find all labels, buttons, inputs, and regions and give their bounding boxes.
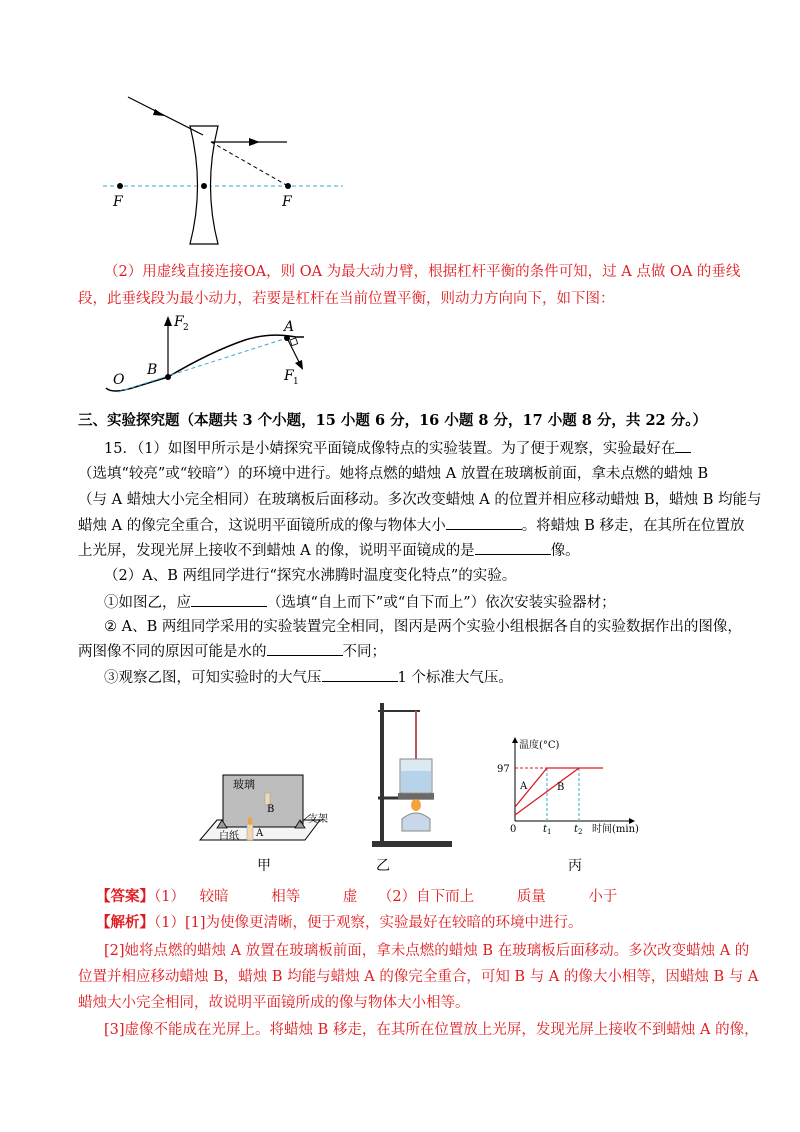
answer-part: 相等 xyxy=(271,889,301,905)
q15-line3: （与 A 蜡烛大小完全相同）在玻璃板后面移动。多次改变蜡烛 A 的位置并相应移动蜡烛 B，蜡烛 B 均能与 xyxy=(78,492,762,508)
point-b xyxy=(165,374,171,380)
label-a: A xyxy=(284,319,295,335)
iron-stand-base xyxy=(372,841,452,847)
lever-curve xyxy=(106,335,304,391)
refracted-ray-arrow xyxy=(249,138,260,146)
section-heading: 三、实验探究题（本题共 3 个小题，15 小题 6 分，16 小题 8 分，17 小题 8 分，共 22 分。） xyxy=(78,412,707,429)
incident-ray xyxy=(128,97,203,135)
incident-ray-arrow xyxy=(153,109,165,116)
y-tick-97: 97 xyxy=(497,764,510,775)
label-stand: 支架 xyxy=(308,814,328,825)
analysis-line5: [3]虚像不能成在光屏上。将蜡烛 B 移走，在其所在位置放上光屏，发现光屏上接收不到蜡烛 A 的像， xyxy=(104,1022,759,1038)
analysis-line1 xyxy=(96,913,583,933)
q15-text: ①如图乙，应 xyxy=(104,595,191,611)
q15-text: 两图像不同的原因可能是水的 xyxy=(78,644,267,660)
answer-part: 质量 xyxy=(516,889,546,905)
answer-part: （1） xyxy=(154,889,185,905)
focus-label-left: F xyxy=(113,194,123,210)
beaker-water xyxy=(401,771,431,792)
caption-yi: 乙 xyxy=(376,858,390,874)
t1-sub-label: 1 xyxy=(547,828,552,836)
q15-line5 xyxy=(78,540,580,561)
blank-quantity[interactable] xyxy=(267,641,343,656)
lever-figure xyxy=(100,312,320,402)
series-label-a: A xyxy=(520,781,528,792)
label-candle-b: B xyxy=(267,804,275,815)
asbestos-net xyxy=(398,793,434,799)
analysis-text: （1）[1]为使像更清晰，便于观察，实验最好在较暗的环境中进行。 xyxy=(154,915,583,931)
q15-text: 像。 xyxy=(550,543,580,559)
series-label-b: B xyxy=(557,782,565,793)
answer-part: 较暗 xyxy=(199,889,229,905)
q15-line8: ② A、B 两组同学采用的实验装置完全相同，图丙是两个实验小组根据各自的实验数据作出的图像， xyxy=(104,619,742,635)
q15-text: 上光屏，发现光屏上接收不到蜡烛 A 的像，说明平面镜成的是 xyxy=(78,543,475,559)
blank-order[interactable] xyxy=(191,592,267,607)
q15-text: ③观察乙图，可知实验时的大气压 xyxy=(104,670,322,686)
label-glass: 玻璃 xyxy=(233,778,255,791)
lever-text-line2: 段，此垂线段为最小动力，若要是杠杆在当前位置平衡，则动力方向向下，如下图： xyxy=(78,291,615,307)
label-f1-sub: 1 xyxy=(293,377,299,387)
figure-bing xyxy=(495,733,655,885)
q15-line9 xyxy=(78,641,386,662)
extension-line xyxy=(211,142,288,186)
answer-part: （2）自下而上 xyxy=(377,889,475,905)
right-angle-mark xyxy=(290,338,298,346)
focus-label-right: F xyxy=(282,194,292,210)
q15-text: 1 个标准大气压。 xyxy=(397,670,513,686)
q15-line2: （选填“较亮”或“较暗”）的环境中进行。她将点燃的蜡烛 A 放置在玻璃板前面，拿未点燃的蜡烛 B xyxy=(78,466,709,482)
t1-label: t xyxy=(543,824,548,835)
answer-part: 小于 xyxy=(588,889,618,905)
candle-a xyxy=(247,824,253,840)
blank-image-type[interactable] xyxy=(475,540,551,555)
y-axis-label: 温度(°C) xyxy=(519,740,560,751)
blank-pressure[interactable] xyxy=(322,667,398,682)
caption-bing: 丙 xyxy=(568,858,582,874)
t2-sub-label: 2 xyxy=(578,828,583,836)
q15-line4 xyxy=(78,515,745,536)
answer-line xyxy=(96,887,617,907)
force-f2-arrow xyxy=(164,316,172,326)
t2-label: t xyxy=(574,824,579,835)
label-candle-a: A xyxy=(256,828,264,839)
label-white-paper: 白纸 xyxy=(219,831,239,842)
analysis-line2: [2]她将点燃的蜡烛 A 放置在玻璃板前面，拿未点燃的蜡烛 B 在玻璃板后面移动。多次改变蜡烛 A 的 xyxy=(104,943,750,959)
label-b: B xyxy=(147,362,158,378)
label-f2-sub: 2 xyxy=(183,323,189,333)
figure-yi xyxy=(370,693,460,885)
point-a xyxy=(284,335,290,341)
answer-tag: 【答案】 xyxy=(96,888,154,905)
q15-line7 xyxy=(104,592,616,613)
q15-text: 不同； xyxy=(342,644,386,660)
answer-part: 虚 xyxy=(342,889,358,905)
x-axis-label: 时间(min) xyxy=(592,824,639,835)
q15-text: 。将蜡烛 B 移走，在其所在位置放 xyxy=(521,518,745,534)
force-f1-arrow xyxy=(295,360,303,370)
force-f1-line xyxy=(287,338,300,364)
q15-line6: （2）A、B 两组同学进行“探究水沸腾时温度变化特点”的实验。 xyxy=(104,568,517,584)
analysis-tag: 【解析】 xyxy=(96,914,154,931)
q15-line10 xyxy=(104,667,513,688)
q15-text: 蜡烛 A 的像完全重合，这说明平面镜所成的像与物体大小 xyxy=(78,518,446,534)
origin-label: 0 xyxy=(510,824,517,835)
blank-size[interactable] xyxy=(446,515,522,530)
candle-a-flame xyxy=(248,817,252,825)
label-f1: F xyxy=(284,368,294,384)
q15-line1 xyxy=(104,438,691,459)
lever-text-line1: （2）用虚线直接连接OA，则 OA 为最大动力臂，根据杠杆平衡的条件可知，过 A 点做 OA 的垂线 xyxy=(104,264,741,280)
focus-point-right xyxy=(285,183,291,189)
concave-lens-figure xyxy=(95,90,355,250)
analysis-line4: 蜡烛大小完全相同，故说明平面镜所成的像与物体大小相等。 xyxy=(78,995,470,1011)
flame xyxy=(411,799,421,811)
label-o: O xyxy=(113,372,125,388)
focus-point-left xyxy=(117,183,123,189)
optical-center xyxy=(201,183,207,189)
caption-jia: 甲 xyxy=(257,858,271,874)
alcohol-lamp xyxy=(402,813,430,831)
q15-text: （选填“自上而下”或“自下而上”）依次安装实验器材； xyxy=(267,595,616,611)
analysis-line3: 位置并相应移动蜡烛 B，蜡烛 B 均能与蜡烛 A 的像完全重合，可知 B 与 A 的像大小相等，因蜡烛 B 与 A xyxy=(78,969,759,985)
blank-brightness[interactable] xyxy=(675,438,691,453)
label-f2: F xyxy=(174,314,184,330)
y-axis-arrow xyxy=(512,737,518,743)
q15-text: 15．（1）如图甲所示是小婧探究平面镜成像特点的实验装置。为了便于观察，实验最好在 xyxy=(104,441,676,457)
figure-jia xyxy=(195,760,335,885)
